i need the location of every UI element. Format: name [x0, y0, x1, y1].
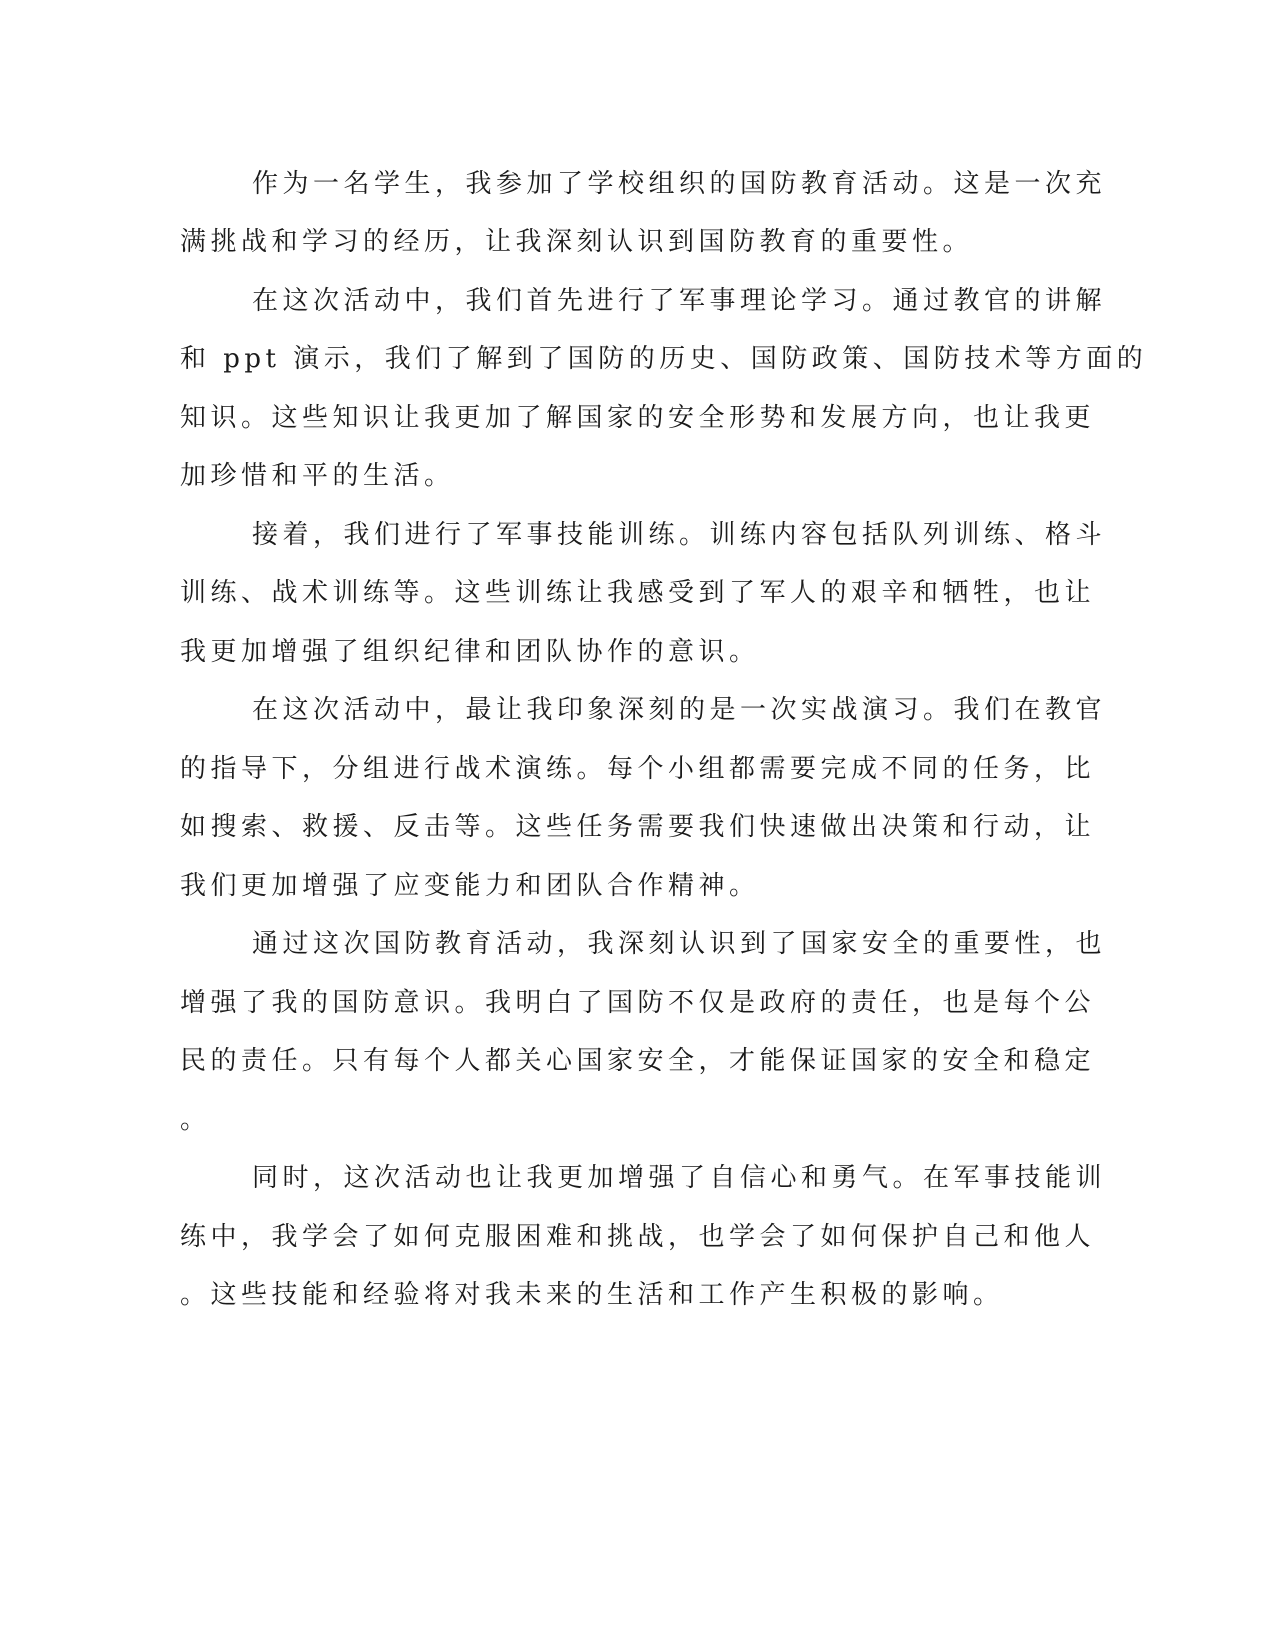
text-line: 增强了我的国防意识。我明白了国防不仅是政府的责任，也是每个公: [180, 988, 1096, 1018]
text-line: 训练、战术训练等。这些训练让我感受到了军人的艰辛和牺牲，也让: [180, 578, 1096, 608]
text-line: 通过这次国防教育活动，我深刻认识到了国家安全的重要性，也: [252, 929, 1107, 959]
text-line: 我更加增强了组织纪律和团队协作的意识。: [180, 637, 760, 667]
text-line: 。这些技能和经验将对我未来的生活和工作产生积极的影响。: [180, 1280, 1004, 1310]
text-line: 在这次活动中，最让我印象深刻的是一次实战演习。我们在教官: [252, 695, 1107, 725]
text-line: 我们更加增强了应变能力和团队合作精神。: [180, 871, 760, 901]
text-line: 的指导下，分组进行战术演练。每个小组都需要完成不同的任务，比: [180, 754, 1096, 784]
text-line: 在这次活动中，我们首先进行了军事理论学习。通过教官的讲解: [252, 286, 1107, 316]
text-line: 接着，我们进行了军事技能训练。训练内容包括队列训练、格斗: [252, 520, 1107, 550]
text-line: 作为一名学生，我参加了学校组织的国防教育活动。这是一次充: [252, 169, 1107, 199]
text-line: 加珍惜和平的生活。: [180, 461, 455, 491]
text-line: 同时，这次活动也让我更加增强了自信心和勇气。在军事技能训: [252, 1163, 1107, 1193]
text-line: 练中，我学会了如何克服困难和挑战，也学会了如何保护自己和他人: [180, 1222, 1096, 1252]
text-line: 民的责任。只有每个人都关心国家安全，才能保证国家的安全和稳定: [180, 1046, 1096, 1076]
text-line: 。: [180, 1105, 211, 1135]
text-line: 知识。这些知识让我更加了解国家的安全形势和发展方向，也让我更: [180, 403, 1096, 433]
text-line: 和 ppt 演示，我们了解到了国防的历史、国防政策、国防技术等方面的: [180, 344, 1148, 374]
text-line: 如搜索、救援、反击等。这些任务需要我们快速做出决策和行动，让: [180, 812, 1096, 842]
text-line: 满挑战和学习的经历，让我深刻认识到国防教育的重要性。: [180, 227, 974, 257]
